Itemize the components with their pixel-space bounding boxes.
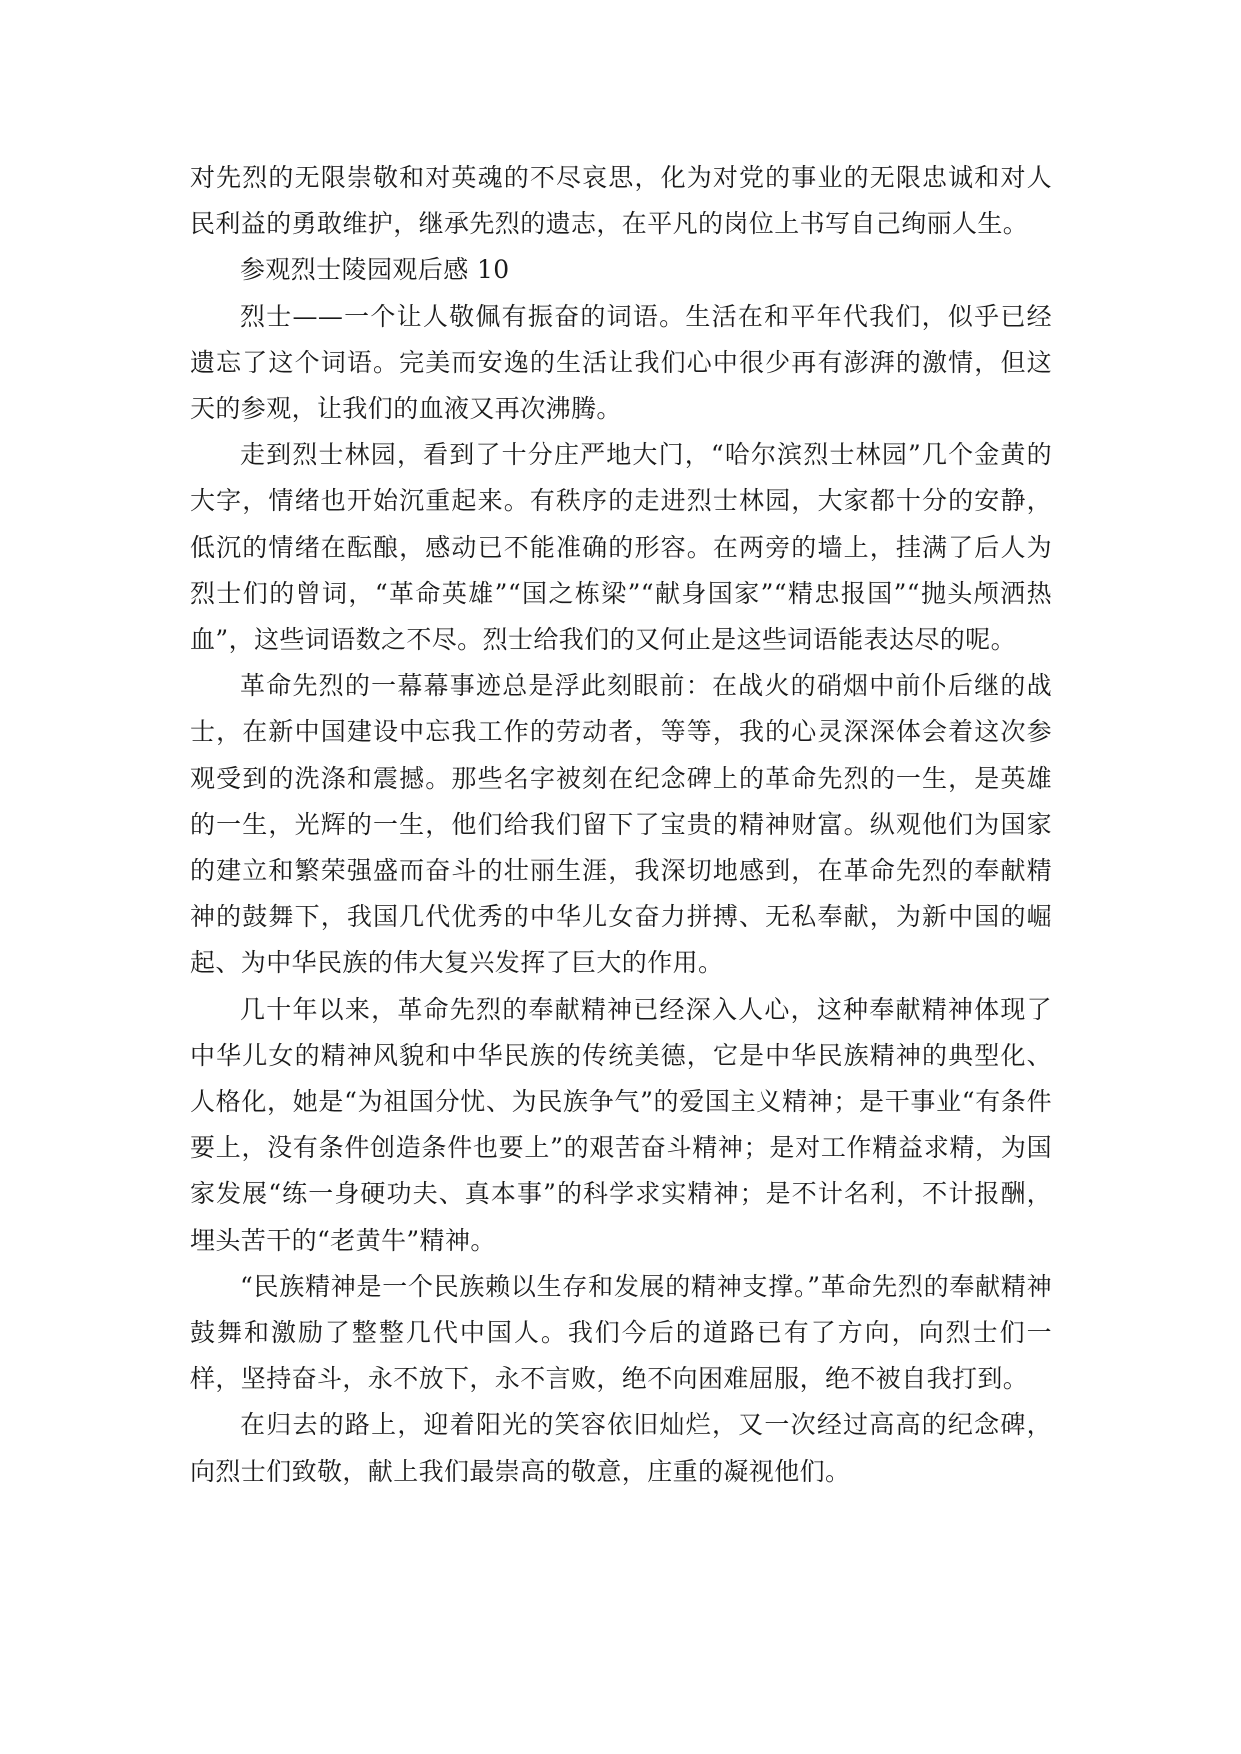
paragraph: 革命先烈的一幕幕事迹总是浮此刻眼前：在战火的硝烟中前仆后继的战士，在新中国建设中忘我工作的劳动者，等等，我的心灵深深体会着这次参观受到的洗涤和震撼。那些名字被刻在纪念碑上的革命先烈的一生，是英雄的一生，光辉的一生，他们给我们留下了宝贵的精神财富。纵观他们为国家的建立和繁荣强盛而奋斗的壮丽生涯，我深切地感到，在革命先烈的奉献精神的鼓舞下，我国几代优秀的中华儿女奋力拼搏、无私奉献，为新中国的崛起、为中华民族的伟大复兴发挥了巨大的作用。: [190, 671, 1052, 978]
paragraph: 走到烈士林园，看到了十分庄严地大门，“哈尔滨烈士林园”几个金黄的大字，情绪也开始沉重起来。有秩序的走进烈士林园，大家都十分的安静，低沉的情绪在酝酿，感动已不能准确的形容。在两旁的墙上，挂满了后人为烈士们的曾词，“革命英雄”“国之栋梁”“献身国家”“精忠报国”“抛头颅洒热血”，这些词语数之不尽。烈士给我们的又何止是这些词语能表达尽的呢。: [190, 440, 1052, 655]
paragraph: “民族精神是一个民族赖以生存和发展的精神支撑。”革命先烈的奉献精神鼓舞和激励了整整几代中国人。我们今后的道路已有了方向，向烈士们一样，坚持奋斗，永不放下，永不言败，绝不向困难屈服，绝不被自我打到。: [190, 1271, 1052, 1394]
paragraph: 在归去的路上，迎着阳光的笑容依旧灿烂，又一次经过高高的纪念碑，向烈士们致敬，献上我们最崇高的敬意，庄重的凝视他们。: [190, 1410, 1052, 1486]
paragraph-continuation: 对先烈的无限崇敬和对英魂的不尽哀思，化为对党的事业的无限忠诚和对人民利益的勇敢维护，继承先烈的遗志，在平凡的岗位上书写自己绚丽人生。: [190, 163, 1052, 239]
document-body: [190, 155, 1052, 1495]
paragraph: 烈士——一个让人敬佩有振奋的词语。生活在和平年代我们，似乎已经遗忘了这个词语。完美而安逸的生活让我们心中很少再有澎湃的激情，但这天的参观，让我们的血液又再次沸腾。: [190, 301, 1052, 424]
paragraph: 几十年以来，革命先烈的奉献精神已经深入人心，这种奉献精神体现了中华儿女的精神风貌和中华民族的传统美德，它是中华民族精神的典型化、人格化，她是“为祖国分忧、为民族争气”的爱国主义精神；是干事业“有条件要上，没有条件创造条件也要上”的艰苦奋斗精神；是对工作精益求精，为国家发展“练一身硬功夫、真本事”的科学求实精神；是不计名利，不计报酬，埋头苦干的“老黄牛”精神。: [190, 994, 1052, 1255]
section-heading: 参观烈士陵园观后感 10: [240, 255, 510, 285]
